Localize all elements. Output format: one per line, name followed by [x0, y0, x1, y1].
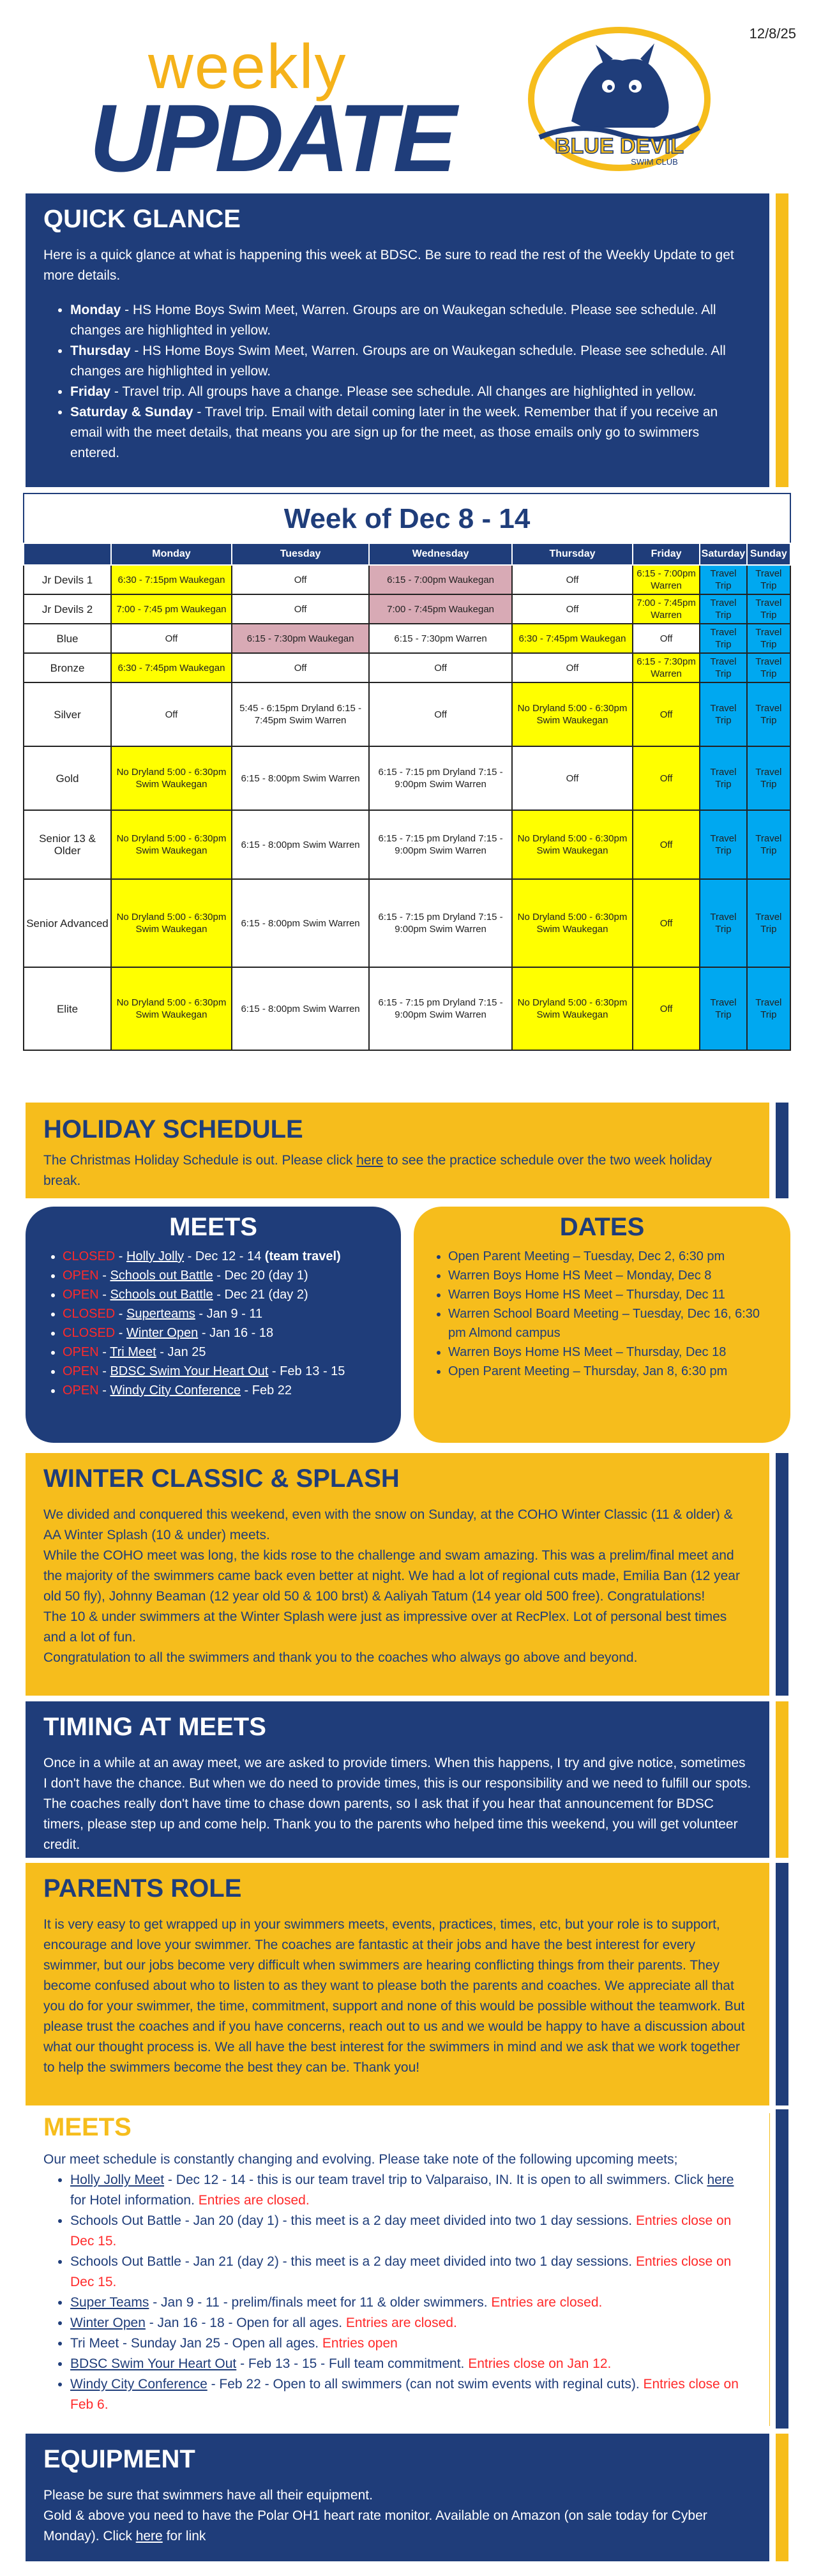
schedule-cell: Travel Trip: [700, 682, 746, 746]
quick-glance-item: • Saturday & Sunday - Travel trip. Email with detail coming later in the week. Remember that if you receive an email with the meet details, that means you are sign up for the meet, as those emails only go to swimmers entered.: [70, 402, 751, 463]
meet-status: OPEN: [63, 1269, 99, 1283]
winter-paragraph: Congratulation to all the swimmers and thank you to the coaches who always go above and beyond.: [43, 1650, 638, 1665]
date-item: • Open Parent Meeting – Tuesday, Dec 2, 6:30 pm: [448, 1247, 775, 1266]
schedule-cell: Travel Trip: [747, 653, 790, 682]
holiday-title: HOLIDAY SCHEDULE: [43, 1115, 303, 1143]
schedule-cell: Off: [633, 967, 700, 1050]
schedule-cell: No Dryland 5:00 - 6:30pm Swim Waukegan: [512, 682, 633, 746]
schedule-cell: Off: [369, 653, 512, 682]
group-name: Senior 13 & Older: [24, 810, 111, 879]
quick-glance-item: • Thursday - HS Home Boys Swim Meet, Warren. Groups are on Waukegan schedule. Please see schedule. All changes are highlighted in yellow.: [70, 341, 751, 382]
meets-summary-list: [43, 1247, 383, 1400]
schedule-cell: 6:15 - 7:15 pm Dryland 7:15 - 9:00pm Swim Warren: [369, 967, 512, 1050]
winter-stripe: [776, 1453, 788, 1696]
meets-detail-title: MEETS: [43, 2113, 132, 2141]
meets-detail-list: [43, 2170, 751, 2415]
entries-status: Entries close on Dec 15.: [70, 2213, 732, 2248]
dates-list: [429, 1247, 775, 1381]
schedule-row: [24, 746, 790, 810]
schedule-cell: 5:45 - 6:15pm Dryland 6:15 - 7:45pm Swim Warren: [232, 682, 369, 746]
schedule-cell: Travel Trip: [747, 594, 790, 624]
meet-detail-item: • Super Teams - Jan 9 - 11 - prelim/finals meet for 11 & older swimmers. Entries are closed.: [70, 2293, 751, 2313]
date-item: • Warren Boys Home HS Meet – Thursday, Dec 18: [448, 1343, 775, 1362]
meet-status: OPEN: [63, 1383, 99, 1397]
meet-link[interactable]: Superteams: [126, 1307, 195, 1321]
schedule-cell: 7:00 - 7:45 pm Waukegan: [111, 594, 232, 624]
day-header: Friday: [633, 543, 700, 565]
meets-summary-box: [26, 1207, 401, 1443]
schedule-cell: Travel Trip: [747, 967, 790, 1050]
schedule-cell: Travel Trip: [700, 565, 746, 594]
dates-box: [414, 1207, 790, 1443]
parents-title: PARENTS ROLE: [43, 1874, 242, 1902]
update-wordmark: UPDATE: [89, 84, 453, 192]
schedule-cell: 6:15 - 7:15 pm Dryland 7:15 - 9:00pm Swim Warren: [369, 810, 512, 879]
group-name: Elite: [24, 967, 111, 1050]
schedule-row: [24, 565, 790, 594]
blue-devil-logo-icon: [527, 26, 712, 172]
holiday-text: The Christmas Holiday Schedule is out. Please click here to see the practice schedule over the two week holiday break.: [43, 1153, 712, 1188]
meets-detail-stripe-navy: [776, 2109, 788, 2429]
schedule-cell: Off: [111, 682, 232, 746]
group-name: Gold: [24, 746, 111, 810]
schedule-cell: 7:00 - 7:45pm Warren: [633, 594, 700, 624]
schedule-row: [24, 594, 790, 624]
schedule-cell: 6:15 - 8:00pm Swim Warren: [232, 746, 369, 810]
schedule-cell: No Dryland 5:00 - 6:30pm Swim Waukegan: [512, 967, 633, 1050]
winter-title: WINTER CLASSIC & SPLASH: [43, 1465, 400, 1493]
equipment-stripe: [776, 2434, 788, 2561]
quick-glance-intro: Here is a quick glance at what is happening this week at BDSC. Be sure to read the rest of the Weekly Update to get more details.: [43, 248, 734, 283]
meet-detail-link[interactable]: Holly Jolly Meet: [70, 2173, 165, 2187]
holiday-link[interactable]: here: [356, 1153, 384, 1168]
schedule-row: [24, 879, 790, 967]
meet-summary-item: • OPEN - Tri Meet - Jan 25: [63, 1343, 383, 1362]
quick-glance-item: • Monday - HS Home Boys Swim Meet, Warren. Groups are on Waukegan schedule. Please see schedule. All changes are highlighted in yellow.: [70, 300, 751, 341]
holiday-stripe: [776, 1103, 788, 1198]
winter-paragraph: We divided and conquered this weekend, even with the snow on Sunday, at the COHO Winter Classic (11 & older) & AA Winter Splash (10 & under) meets.: [43, 1507, 733, 1542]
meet-status: CLOSED: [63, 1307, 116, 1321]
schedule-cell: Off: [232, 653, 369, 682]
meet-summary-item: • CLOSED - Holly Jolly - Dec 12 - 14 (team travel): [63, 1247, 383, 1266]
schedule-title: Week of Dec 8 - 14: [23, 493, 791, 543]
meet-summary-item: • OPEN - Schools out Battle - Dec 20 (day 1): [63, 1266, 383, 1285]
schedule-cell: Travel Trip: [700, 967, 746, 1050]
winter-paragraph: The 10 & under swimmers at the Winter Splash were just as impressive over at RecPlex. Lot of personal best times and a lot of fun.: [43, 1609, 727, 1645]
meet-summary-item: • CLOSED - Superteams - Jan 9 - 11: [63, 1304, 383, 1323]
schedule-cell: 6:15 - 7:00pm Warren: [633, 565, 700, 594]
group-name: Bronze: [24, 653, 111, 682]
meet-status: CLOSED: [63, 1326, 116, 1340]
meet-summary-item: • OPEN - Schools out Battle - Dec 21 (day 2): [63, 1285, 383, 1304]
schedule-cell: No Dryland 5:00 - 6:30pm Swim Waukegan: [111, 967, 232, 1050]
day-header: Tuesday: [232, 543, 369, 565]
meet-link[interactable]: BDSC Swim Your Heart Out: [110, 1364, 269, 1378]
schedule-cell: Travel Trip: [747, 810, 790, 879]
schedule-cell: Off: [633, 810, 700, 879]
schedule-table: [23, 543, 791, 1051]
date-item: • Open Parent Meeting – Thursday, Jan 8, 6:30 pm: [448, 1362, 775, 1381]
entries-status: Entries close on Dec 15.: [70, 2254, 732, 2289]
schedule-cell: No Dryland 5:00 - 6:30pm Swim Waukegan: [512, 810, 633, 879]
meet-detail-item: • Winter Open - Jan 16 - 18 - Open for all ages. Entries are closed.: [70, 2313, 751, 2333]
meet-link[interactable]: Schools out Battle: [110, 1269, 213, 1283]
schedule-cell: No Dryland 5:00 - 6:30pm Swim Waukegan: [111, 746, 232, 810]
day-header: Monday: [111, 543, 232, 565]
weekly-wordmark: weekly: [148, 31, 347, 102]
day-header: Saturday: [700, 543, 746, 565]
meet-summary-item: • OPEN - Windy City Conference - Feb 22: [63, 1381, 383, 1400]
issue-date: 12/8/25: [749, 26, 796, 41]
schedule-header-row: [24, 543, 790, 565]
schedule-cell: Travel Trip: [700, 810, 746, 879]
schedule-cell: No Dryland 5:00 - 6:30pm Swim Waukegan: [512, 879, 633, 967]
meet-detail-item: • Tri Meet - Sunday Jan 25 - Open all ages. Entries open: [70, 2333, 751, 2354]
parents-text: It is very easy to get wrapped up in your swimmers meets, events, practices, times, etc, but your role is to support, encourage and love your swimmer. The coaches are fantastic at their jobs and have the best interest for every swimmer, but our jobs become very difficult when swimmers are hearing conflicting things from their parents. They become confused about who to listen to as they want to please both the parents and coaches. We appreciate all that you do for your swimmer, the time, commitment, support and none of this would be possible without the teamwork. But please trust the coaches and if you have concerns, reach out to us and we would be happy to have a discussion about what our thought process is. We all have the best interest for the swimmers in mind and we ask that we work together to help the swimmers become the best they can be. Thank you!: [43, 1917, 745, 2075]
meet-detail-link[interactable]: Windy City Conference: [70, 2377, 207, 2391]
schedule-cell: Travel Trip: [747, 879, 790, 967]
meet-detail-item: • Windy City Conference - Feb 22 - Open to all swimmers (can not swim events with reginal cuts). Entries close on Feb 6.: [70, 2374, 751, 2415]
meet-status: OPEN: [63, 1364, 99, 1378]
schedule-cell: 6:15 - 8:00pm Swim Warren: [232, 879, 369, 967]
schedule-cell: 6:15 - 8:00pm Swim Warren: [232, 810, 369, 879]
schedule-cell: Travel Trip: [700, 624, 746, 653]
schedule-row: [24, 967, 790, 1050]
day-header: Thursday: [512, 543, 633, 565]
date-item: • Warren School Board Meeting – Tuesday, Dec 16, 6:30 pm Almond campus: [448, 1304, 775, 1343]
equipment-line1: Please be sure that swimmers have all their equipment.: [43, 2488, 373, 2503]
schedule-cell: Travel Trip: [747, 565, 790, 594]
equipment-link[interactable]: here: [135, 2529, 163, 2543]
meet-detail-item: • Schools Out Battle - Jan 21 (day 2) - this meet is a 2 day meet divided into two 1 day sessions. Entries close on Dec 15.: [70, 2252, 751, 2293]
equipment-section: [26, 2434, 769, 2561]
schedule-cell: Off: [512, 565, 633, 594]
schedule-cell: Off: [111, 624, 232, 653]
logo-text: BLUE DEVIL: [554, 134, 684, 158]
schedule-cell: No Dryland 5:00 - 6:30pm Swim Waukegan: [111, 810, 232, 879]
entries-status: Entries close on Feb 6.: [70, 2377, 739, 2412]
equipment-line2: Gold & above you need to have the Polar OH1 heart rate monitor. Available on Amazon (on sale today for Cyber Monday). Click here for link: [43, 2508, 707, 2543]
group-name: Jr Devils 2: [24, 594, 111, 624]
schedule-cell: Travel Trip: [700, 746, 746, 810]
quick-glance-title: QUICK GLANCE: [43, 205, 241, 233]
schedule-cell: 6:15 - 7:00pm Waukegan: [369, 565, 512, 594]
meet-status: OPEN: [63, 1345, 99, 1359]
day-header: Wednesday: [369, 543, 512, 565]
day-header: Sunday: [747, 543, 790, 565]
timing-stripe: [776, 1701, 788, 1858]
schedule-cell: 6:15 - 7:30pm Waukegan: [232, 624, 369, 653]
schedule-cell: Travel Trip: [700, 653, 746, 682]
schedule-cell: 6:15 - 7:15 pm Dryland 7:15 - 9:00pm Swim Warren: [369, 879, 512, 967]
meet-status: OPEN: [63, 1288, 99, 1302]
schedule-cell: Off: [369, 682, 512, 746]
schedule-cell: Off: [633, 624, 700, 653]
meet-detail-item: • Holly Jolly Meet - Dec 12 - 14 - this is our team travel trip to Valparaiso, IN. It is open to all swimmers. Click here for Hotel information. Entries are closed.: [70, 2170, 751, 2211]
meet-detail-link[interactable]: BDSC Swim Your Heart Out: [70, 2356, 237, 2371]
schedule-cell: Travel Trip: [700, 879, 746, 967]
schedule-cell: 6:30 - 7:45pm Waukegan: [512, 624, 633, 653]
meet-detail-link[interactable]: Winter Open: [70, 2316, 146, 2330]
schedule-row: [24, 624, 790, 653]
schedule-row: [24, 653, 790, 682]
schedule-cell: Off: [232, 565, 369, 594]
schedule-cell: Travel Trip: [700, 594, 746, 624]
timing-text: Once in a while at an away meet, we are asked to provide timers. When this happens, I try and give notice, sometimes I don't have the chance. But when we do need to provide times, this is our responsibility and we need to fulfill our spots. The coaches really don't have time to chase down parents, so I ask that if you hear that announcement for BDSC timers, please step up and come help. Thank you to the parents who helped time this weekend, you will get volunteer credit.: [43, 1756, 751, 1852]
date-item: • Warren Boys Home HS Meet – Thursday, Dec 11: [448, 1285, 775, 1304]
schedule-cell: Travel Trip: [747, 682, 790, 746]
schedule-cell: Off: [633, 746, 700, 810]
entries-status: Entries are closed.: [491, 2295, 603, 2310]
meet-link[interactable]: Windy City Conference: [110, 1383, 241, 1397]
meet-link[interactable]: Tri Meet: [110, 1345, 156, 1359]
group-name: Silver: [24, 682, 111, 746]
quick-glance-section: [26, 193, 769, 487]
corner-cell: [24, 543, 111, 565]
meets-summary-title: MEETS: [169, 1213, 257, 1241]
entries-status: Entries open: [322, 2336, 398, 2351]
holiday-section: [26, 1103, 769, 1198]
schedule-cell: 6:15 - 7:15 pm Dryland 7:15 - 9:00pm Swim Warren: [369, 746, 512, 810]
hotel-link[interactable]: here: [707, 2173, 734, 2187]
schedule-cell: 6:15 - 7:30pm Warren: [369, 624, 512, 653]
entries-status: Entries are closed.: [198, 2193, 310, 2208]
meet-status: CLOSED: [63, 1249, 116, 1263]
schedule-cell: Off: [633, 879, 700, 967]
entries-status: Entries close on Jan 12.: [468, 2356, 612, 2371]
quick-glance-stripe: [776, 193, 788, 487]
group-name: Senior Advanced: [24, 879, 111, 967]
meet-summary-item: • OPEN - BDSC Swim Your Heart Out - Feb 13 - 15: [63, 1362, 383, 1381]
schedule-cell: Off: [232, 594, 369, 624]
meet-detail-item: • Schools Out Battle - Jan 20 (day 1) - this meet is a 2 day meet divided into two 1 day sessions. Entries close on Dec 15.: [70, 2211, 751, 2252]
schedule-row: [24, 810, 790, 879]
schedule-cell: Travel Trip: [747, 746, 790, 810]
schedule-cell: 7:00 - 7:45pm Waukegan: [369, 594, 512, 624]
parents-stripe: [776, 1863, 788, 2105]
group-name: Jr Devils 1: [24, 565, 111, 594]
meets-detail-section: [26, 2109, 769, 2429]
group-name: Blue: [24, 624, 111, 653]
schedule-cell: Off: [512, 594, 633, 624]
meet-summary-item: • CLOSED - Winter Open - Jan 16 - 18: [63, 1323, 383, 1343]
meet-detail-link[interactable]: Super Teams: [70, 2295, 149, 2310]
meet-link[interactable]: Holly Jolly: [126, 1249, 185, 1263]
schedule-cell: Off: [512, 653, 633, 682]
schedule-cell: Off: [633, 682, 700, 746]
timing-title: TIMING AT MEETS: [43, 1713, 266, 1741]
quick-glance-list: [43, 300, 751, 463]
meet-link[interactable]: Winter Open: [126, 1326, 199, 1340]
winter-classic-section: [26, 1453, 769, 1696]
meets-detail-intro: Our meet schedule is constantly changing and evolving. Please take note of the following upcoming meets;: [43, 2152, 678, 2167]
schedule-row: [24, 682, 790, 746]
schedule-cell: Off: [512, 746, 633, 810]
logo-subtext: SWIM CLUB: [631, 157, 678, 167]
schedule-cell: 6:30 - 7:45pm Waukegan: [111, 653, 232, 682]
quick-glance-item: • Friday - Travel trip. All groups have a change. Please see schedule. All changes are highlighted in yellow.: [70, 382, 751, 402]
timing-section: [26, 1701, 769, 1858]
schedule-cell: No Dryland 5:00 - 6:30pm Swim Waukegan: [111, 879, 232, 967]
entries-status: Entries are closed.: [345, 2316, 457, 2330]
meet-detail-item: • BDSC Swim Your Heart Out - Feb 13 - 15 - Full team commitment. Entries close on Jan 12.: [70, 2354, 751, 2374]
dates-title: DATES: [559, 1213, 645, 1241]
schedule-cell: 6:15 - 7:30pm Warren: [633, 653, 700, 682]
winter-paragraph: While the COHO meet was long, the kids rose to the challenge and swam amazing. This was a prelim/final meet and the majority of the swimmers came back even better at night. We had a lot of regional cuts made, Emilia Ban (12 year old 50 fly), Johnny Beaman (12 year old 50 & 100 brst) & Aaliyah Tatum (14 year old 500 free). Congratulations!: [43, 1548, 740, 1604]
newsletter-header: [0, 0, 814, 192]
date-item: • Warren Boys Home HS Meet – Monday, Dec 8: [448, 1266, 775, 1285]
equipment-title: EQUIPMENT: [43, 2445, 195, 2473]
schedule-cell: 6:30 - 7:15pm Waukegan: [111, 565, 232, 594]
schedule-cell: 6:15 - 8:00pm Swim Warren: [232, 967, 369, 1050]
schedule-cell: Travel Trip: [747, 624, 790, 653]
parents-role-section: [26, 1863, 769, 2105]
meet-link[interactable]: Schools out Battle: [110, 1288, 213, 1302]
